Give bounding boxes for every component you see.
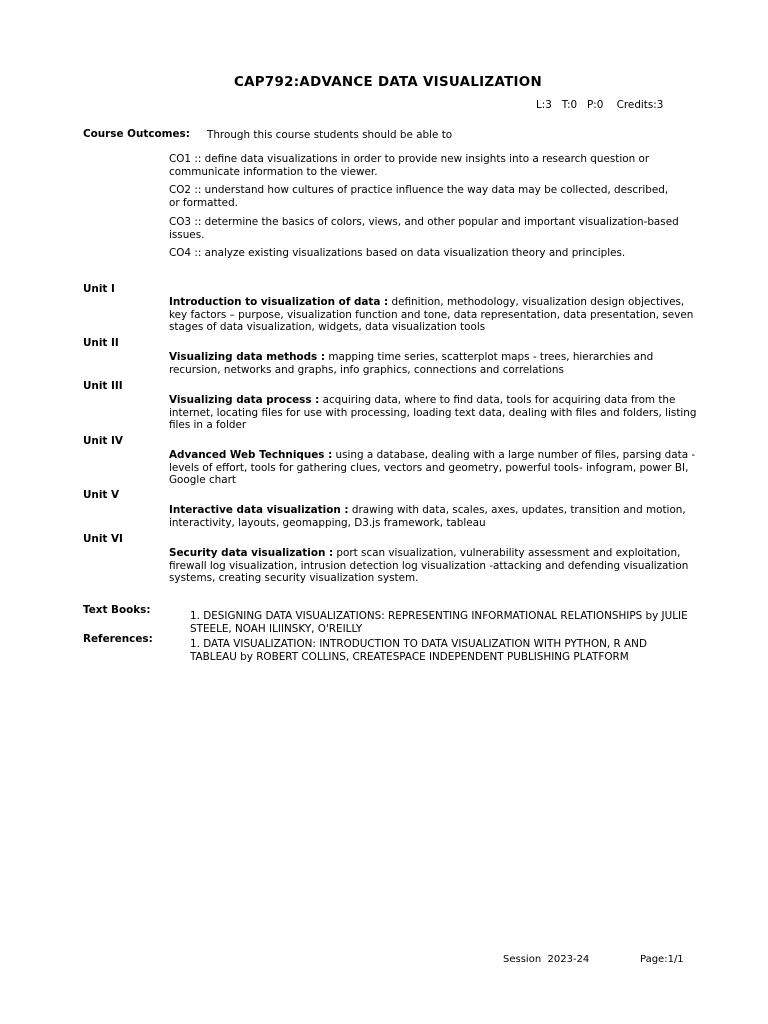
unit-6-heading: Security data visualization :: [169, 547, 334, 559]
unit-1-text: definition, methodology, visualization design objectives, key factors – purpose, visualization function and tone, data representation, data presentation, seven stages of data visualization, widgets, data visualization tools: [169, 296, 694, 334]
text-books-label: Text Books:: [83, 604, 151, 616]
unit-4-label: Unit IV: [83, 435, 123, 447]
course-outcomes-intro: Through this course students should be able to: [207, 129, 453, 141]
unit-1-content: [169, 296, 699, 334]
unit-3-text: acquiring data, where to find data, tools for acquiring data from the internet, locating files for use with processing, loading text data, dealing with files and folders, listing files in a folder: [169, 394, 697, 432]
footer-session: Session 2023-24: [503, 954, 590, 965]
references-label: References:: [83, 633, 153, 645]
unit-5-label: Unit V: [83, 489, 120, 501]
unit-6-text: port scan visualization, vulnerability assessment and exploitation, firewall log visualization, intrusion detection log visualization -attacking and defending visualization systems, creating security visualization system.: [169, 547, 689, 585]
footer-page-number: Page:1/1: [640, 954, 684, 965]
unit-4-heading: Advanced Web Techniques :: [169, 449, 333, 461]
unit-2-content: [169, 351, 659, 376]
unit-5-heading: Interactive data visualization :: [169, 504, 349, 516]
unit-5-content: [169, 504, 699, 529]
unit-3-label: Unit III: [83, 380, 123, 392]
unit-3-content: [169, 394, 699, 432]
course-title: CAP792:ADVANCE DATA VISUALIZATION: [234, 75, 542, 90]
ltp-credits: L:3 T:0 P:0 Credits:3: [536, 99, 664, 111]
course-outcomes-label: Course Outcomes:: [83, 128, 190, 140]
co1-item: CO1 :: define data visualizations in order to provide new insights into a research question or communicate information to the viewer.: [169, 153, 650, 178]
co2-item: CO2 :: understand how cultures of practice influence the way data may be collected, described, or formatted.: [169, 184, 669, 209]
unit-2-label: Unit II: [83, 337, 119, 349]
unit-5-text: drawing with data, scales, axes, updates, transition and motion, interactivity, layouts, geomapping, D3.js framework, tableau: [169, 504, 686, 529]
text-book-item: 1. DESIGNING DATA VISUALIZATIONS: REPRESENTING INFORMATIONAL RELATIONSHIPS by JULIE STEELE, NOAH ILIINSKY, O'REILLY: [190, 610, 688, 635]
unit-3-heading: Visualizing data process :: [169, 394, 320, 406]
unit-1-heading: Introduction to visualization of data :: [169, 296, 389, 308]
unit-6-label: Unit VI: [83, 533, 123, 545]
unit-1-label: Unit I: [83, 283, 115, 295]
unit-4-text: using a database, dealing with a large number of files, parsing data - levels of effort, tools for gathering clues, vectors and geometry, powerful tools- infogram, power BI, Google chart: [169, 449, 696, 487]
unit-4-content: [169, 449, 699, 487]
co4-item: CO4 :: analyze existing visualizations based on data visualization theory and principles.: [169, 247, 626, 259]
unit-2-text: mapping time series, scatterplot maps - trees, hierarchies and recursion, networks and graphs, info graphics, connections and correlations: [169, 351, 654, 376]
co3-item: CO3 :: determine the basics of colors, views, and other popular and important visualization-based issues.: [169, 216, 679, 241]
reference-item: 1. DATA VISUALIZATION: INTRODUCTION TO DATA VISUALIZATION WITH PYTHON, R AND TABLEAU by ROBERT COLLINS, CREATESPACE INDEPENDENT PUBLISHING PLATFORM: [190, 638, 647, 663]
unit-6-content: [169, 547, 699, 585]
unit-2-heading: Visualizing data methods :: [169, 351, 326, 363]
